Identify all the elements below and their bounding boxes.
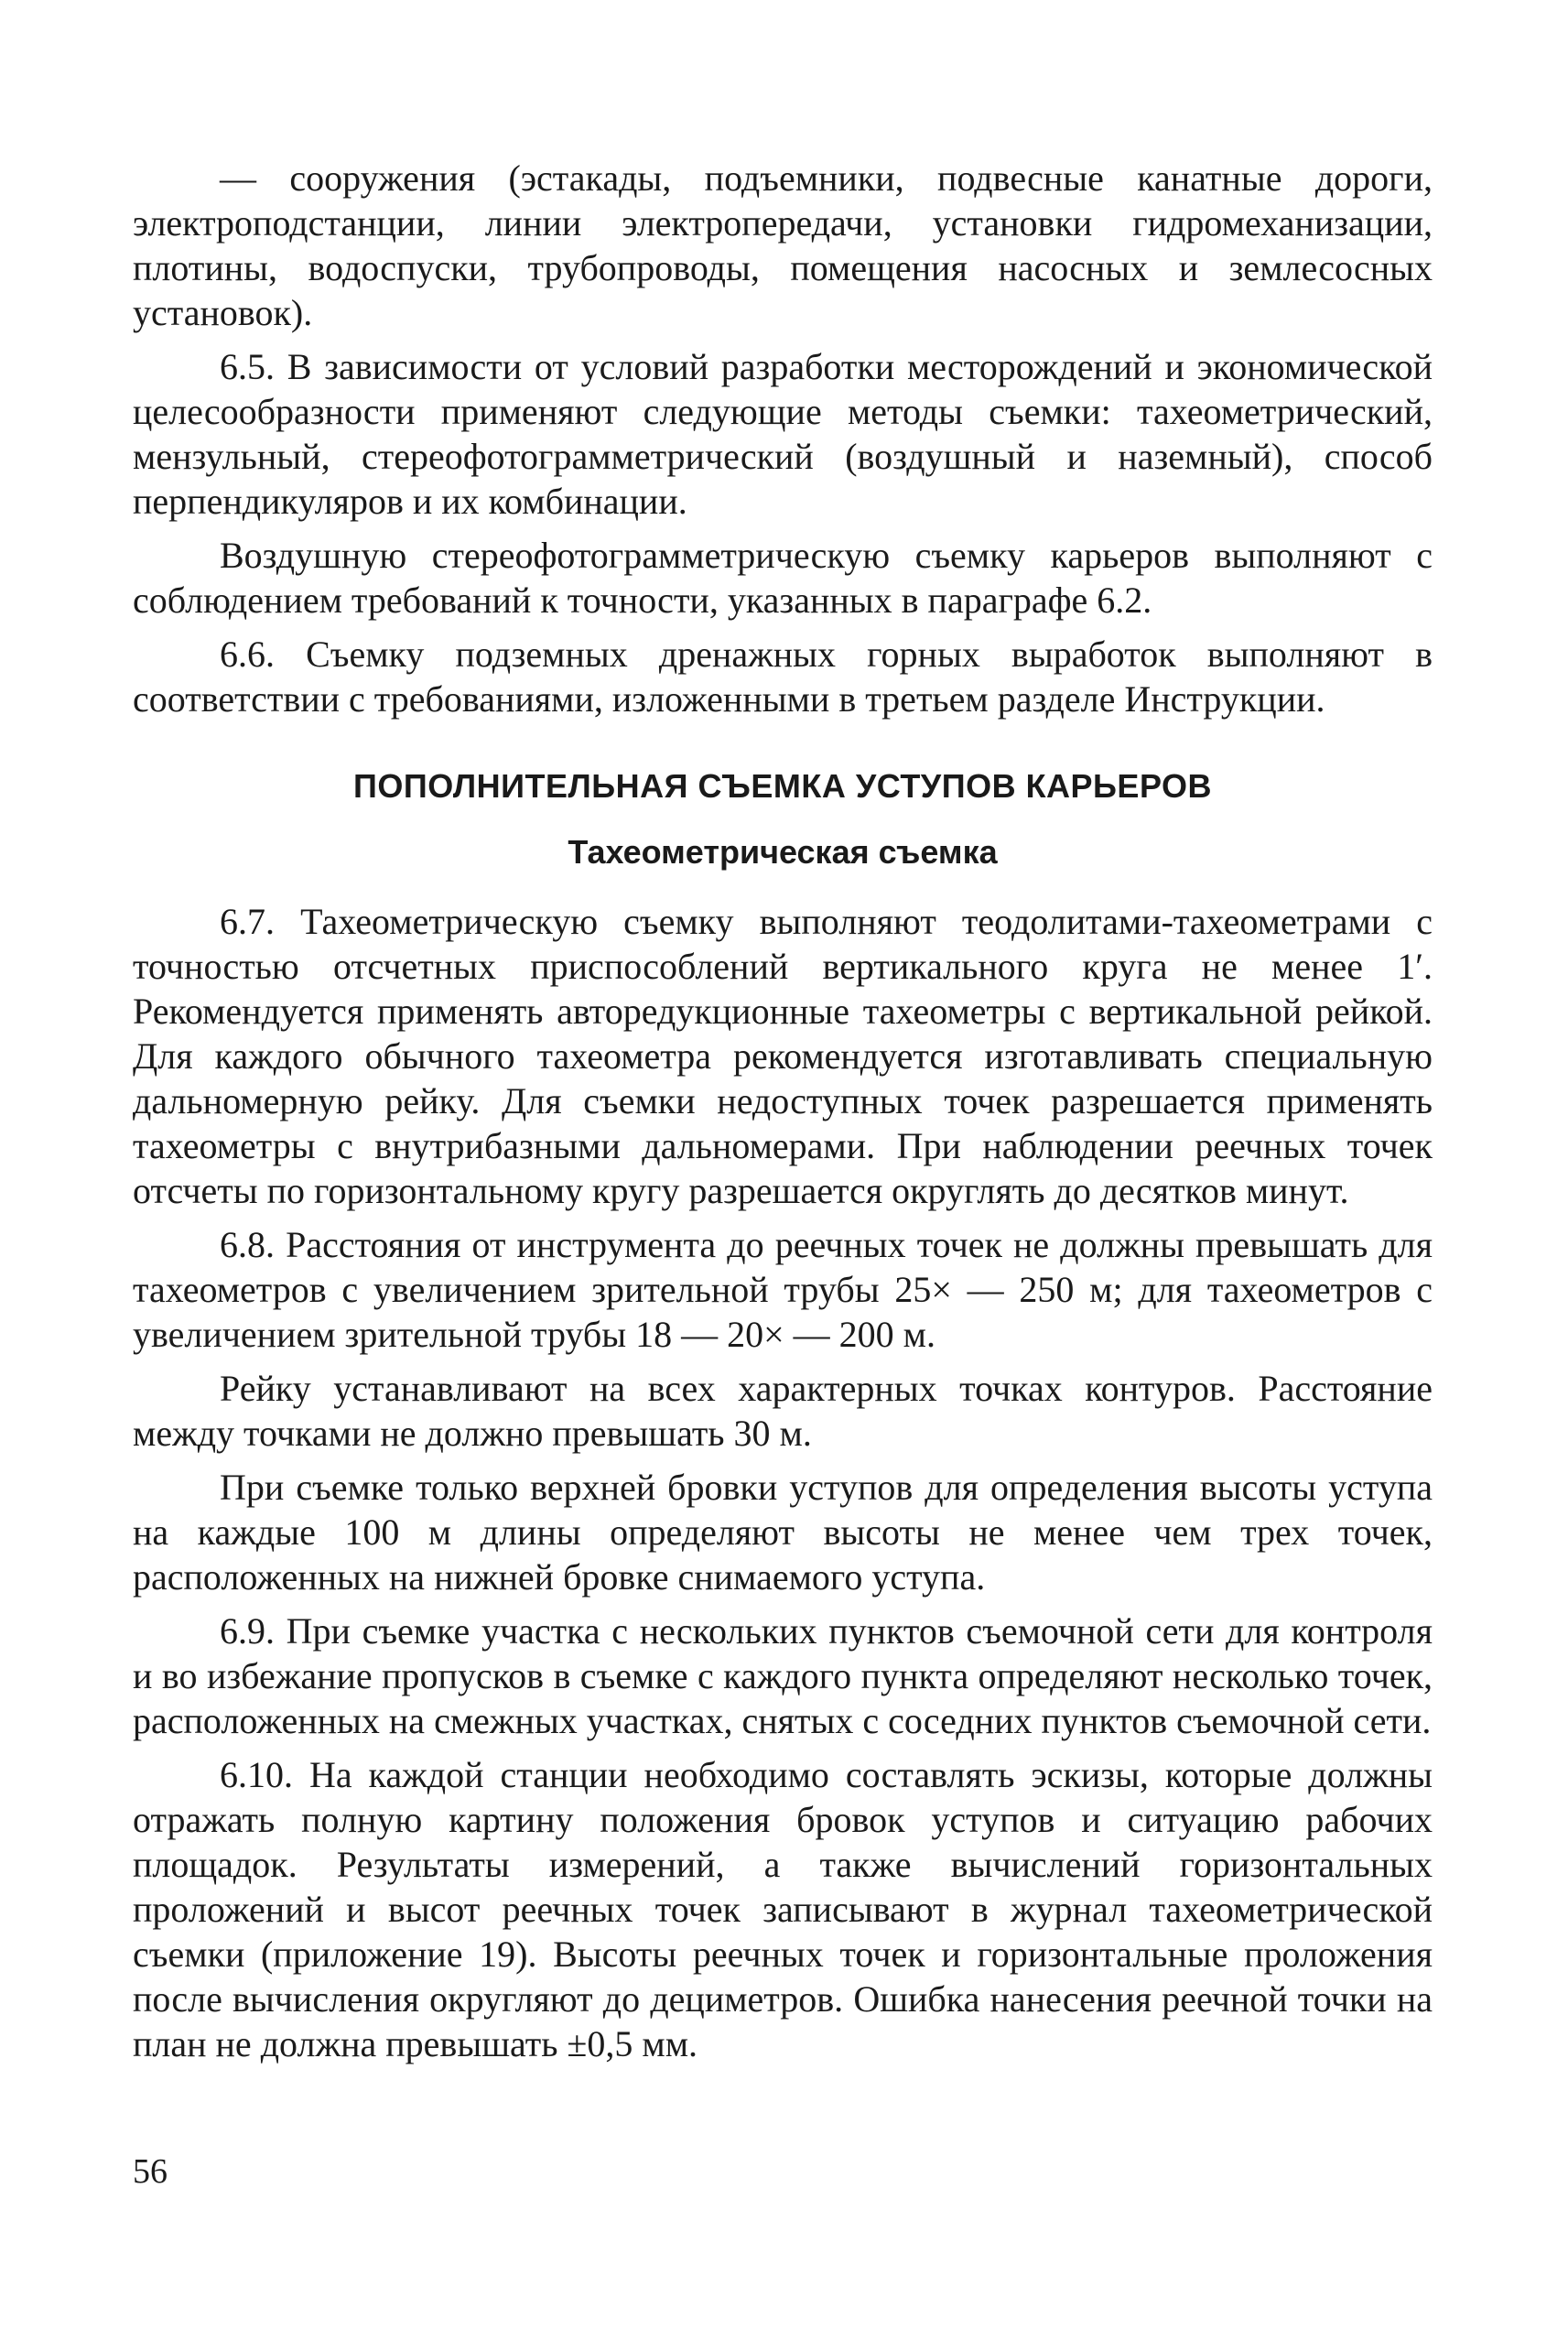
paragraph-structures: — сооружения (эстакады, подъемники, подвесные канатные дороги, электроподстанции, линии электропередачи, установки гидромеханизации, плотины, водоспуски, трубопроводы, помещения насосных и землесосных установок). xyxy=(133,157,1433,333)
paragraph-6-8: 6.8. Расстояния от инструмента до реечных точек не должны превышать для тахеометров с увеличением зрительной трубы 25× — 250 м; для тахеометров с увеличением зрительной трубы 18 — 20× — 200 м. xyxy=(133,1224,1433,1355)
paragraph-6-9: 6.9. При съемке участка с нескольких пунктов съемочной сети для контроля и во избежание пропусков в съемке с каждого пункта определяют несколько точек, расположенных на смежных участках, снятых с соседних пунктов съемочной сети. xyxy=(133,1610,1433,1741)
paragraph-6-5: 6.5. В зависимости от условий разработки месторождений и экономической целесообразности применяют следующие методы съемки: тахеометрический, мензульный, стереофотограмметрический (воздушный и наземный), способ перпендикуляров и их комбинации. xyxy=(133,346,1433,522)
paragraph-6-6: 6.6. Съемку подземных дренажных горных выработок выполняют в соответствии с требованиями, изложенными в третьем разделе Инструкции. xyxy=(133,634,1433,720)
paragraph-6-7: 6.7. Тахеометрическую съемку выполняют теодолитами-тахеометрами с точностью отсчетных приспособлений вертикального круга не менее 1′. Рекомендуется применять авторедукционные тахеометры с вертикальной рейкой. Для каждого обычного тахеометра рекомендуется изготавливать специальную дальномерную рейку. Для съемки недоступных точек разрешается применять тахеометры с внутрибазными дальномерами. При наблюдении реечных точек отсчеты по горизонтальному кругу разрешается округлять до десятков минут. xyxy=(133,901,1433,1211)
paragraph-staff-placement: Рейку устанавливают на всех характерных точках контуров. Расстояние между точками не должно превышать 30 м. xyxy=(133,1368,1433,1454)
paragraph-upper-edge: При съемке только верхней бровки уступов для определения высоты уступа на каждые 100 м длины определяют высоты не менее чем трех точек, расположенных на нижней бровке снимаемого уступа. xyxy=(133,1467,1433,1598)
document-page xyxy=(133,156,1433,2075)
page-number: 56 xyxy=(133,2152,168,2191)
paragraph-aerial-survey: Воздушную стереофотограмметрическую съемку карьеров выполняют с соблюдением требований к точности, указанных в параграфе 6.2. xyxy=(133,535,1433,621)
section-heading: ПОПОЛНИТЕЛЬНАЯ СЪЕМКА УСТУПОВ КАРЬЕРОВ xyxy=(353,767,1212,805)
subsection-heading: Тахеометрическая съемка xyxy=(568,833,998,871)
paragraph-6-10: 6.10. На каждой станции необходимо составлять эскизы, которые должны отражать полную картину положения бровок уступов и ситуацию рабочих площадок. Результаты измерений, а также вычислений горизонтальных проложений и высот реечных точек записывают в журнал тахеометрической съемки (приложение 19). Высоты реечных точек и горизонтальные проложения после вычисления округляют до дециметров. Ошибка нанесения реечной точки на план не должна превышать ±0,5 мм. xyxy=(133,1754,1433,2064)
